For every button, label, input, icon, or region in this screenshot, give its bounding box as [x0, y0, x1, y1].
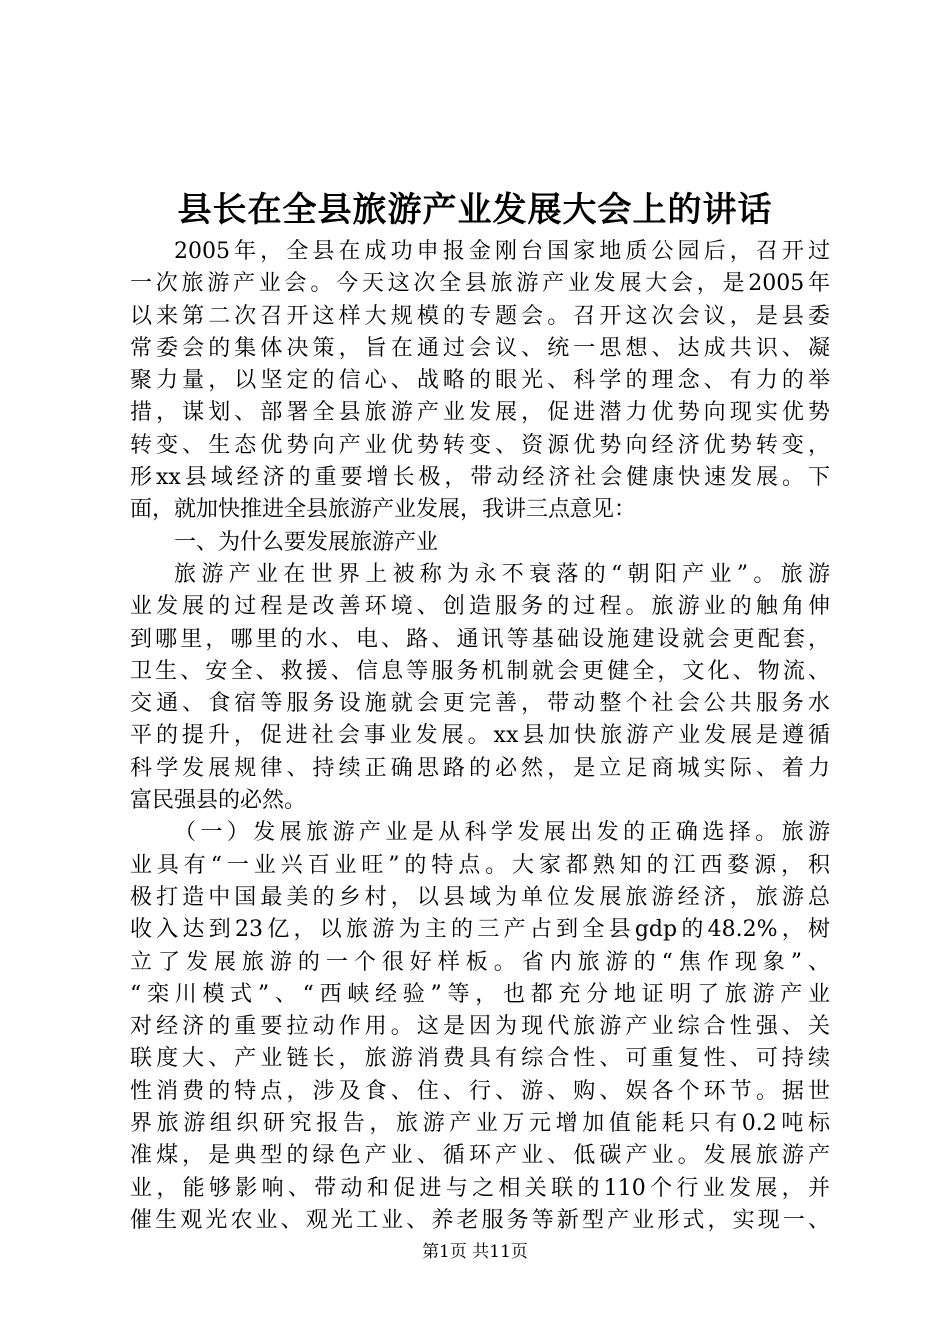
paragraph-line: 常委会的集体决策，旨在通过会议、统一思想、达成共识、凝	[130, 335, 830, 361]
paragraph-line: 业具有“一业兴百业旺”的特点。大家都熟知的江西婺源，积	[130, 852, 830, 878]
paragraph-line: 形xx县域经济的重要增长极，带动经济社会健康快速发展。下	[130, 465, 830, 491]
page-footer: 第1页 共11页	[422, 1242, 528, 1262]
paragraph-line: 界旅游组织研究报告，旅游产业万元增加值能耗只有0.2吨标	[130, 1111, 830, 1137]
paragraph-line: “栾川模式”、“西峡经验”等，也都充分地证明了旅游产业	[130, 981, 830, 1007]
paragraph-line: 到哪里，哪里的水、电、路、通讯等基础设施建设就会更配套，	[130, 626, 830, 652]
paragraph-line: 面，就加快推进全县旅游产业发展，我讲三点意见：	[130, 497, 637, 523]
paragraph-line: 业，能够影响、带动和促进与之相关联的110个行业发展，并	[130, 1175, 830, 1201]
paragraph-line: 富民强县的必然。	[130, 788, 307, 814]
paragraph-line: 转变、生态优势向产业优势转变、资源优势向经济优势转变，	[130, 432, 830, 458]
paragraph-line: 极打造中国最美的乡村，以县域为单位发展旅游经济，旅游总	[130, 884, 830, 910]
paragraph-line: 联度大、产业链长，旅游消费具有综合性、可重复性、可持续	[130, 1046, 830, 1072]
document-body	[130, 236, 830, 1237]
paragraph-line: 收入达到23亿，以旅游为主的三产占到全县gdp的48.2%，树	[130, 917, 830, 943]
paragraph-line: 2005年，全县在成功申报金刚台国家地质公园后，召开过	[174, 239, 830, 264]
paragraph-line: 催生观光农业、观光工业、养老服务等新型产业形式，实现一、	[130, 1207, 830, 1233]
paragraph-line: 聚力量，以坚定的信心、战略的眼光、科学的理念、有力的举	[130, 368, 830, 394]
document-title: 县长在全县旅游产业发展大会上的讲话	[177, 190, 773, 230]
paragraph-line: 性消费的特点，涉及食、住、行、游、购、娱各个环节。据世	[130, 1078, 830, 1104]
paragraph-line: 业发展的过程是改善环境、创造服务的过程。旅游业的触角伸	[130, 594, 830, 620]
paragraph-line: （一）发展旅游产业是从科学发展出发的正确选择。旅游	[174, 820, 830, 846]
paragraph-line: 旅游产业在世界上被称为永不衰落的“朝阳产业”。旅游	[174, 561, 830, 587]
paragraph-line: 立了发展旅游的一个很好样板。省内旅游的“焦作现象”、	[130, 949, 830, 975]
paragraph-line: 一次旅游产业会。今天这次全县旅游产业发展大会，是2005年	[130, 271, 830, 297]
section-heading: 一、为什么要发展旅游产业	[174, 529, 439, 555]
paragraph-line: 对经济的重要拉动作用。这是因为现代旅游产业综合性强、关	[130, 1014, 830, 1040]
paragraph-line: 措，谋划、部署全县旅游产业发展，促进潜力优势向现实优势	[130, 400, 830, 426]
paragraph-line: 平的提升，促进社会事业发展。xx县加快旅游产业发展是遵循	[130, 723, 830, 749]
paragraph-line: 以来第二次召开这样大规模的专题会。召开这次会议，是县委	[130, 303, 830, 329]
paragraph-line: 卫生、安全、救援、信息等服务机制就会更健全，文化、物流、	[130, 658, 830, 684]
paragraph-line: 准煤，是典型的绿色产业、循环产业、低碳产业。发展旅游产	[130, 1143, 830, 1169]
paragraph-line: 科学发展规律、持续正确思路的必然，是立足商城实际、着力	[130, 755, 830, 781]
paragraph-line: 交通、食宿等服务设施就会更完善，带动整个社会公共服务水	[130, 691, 830, 717]
